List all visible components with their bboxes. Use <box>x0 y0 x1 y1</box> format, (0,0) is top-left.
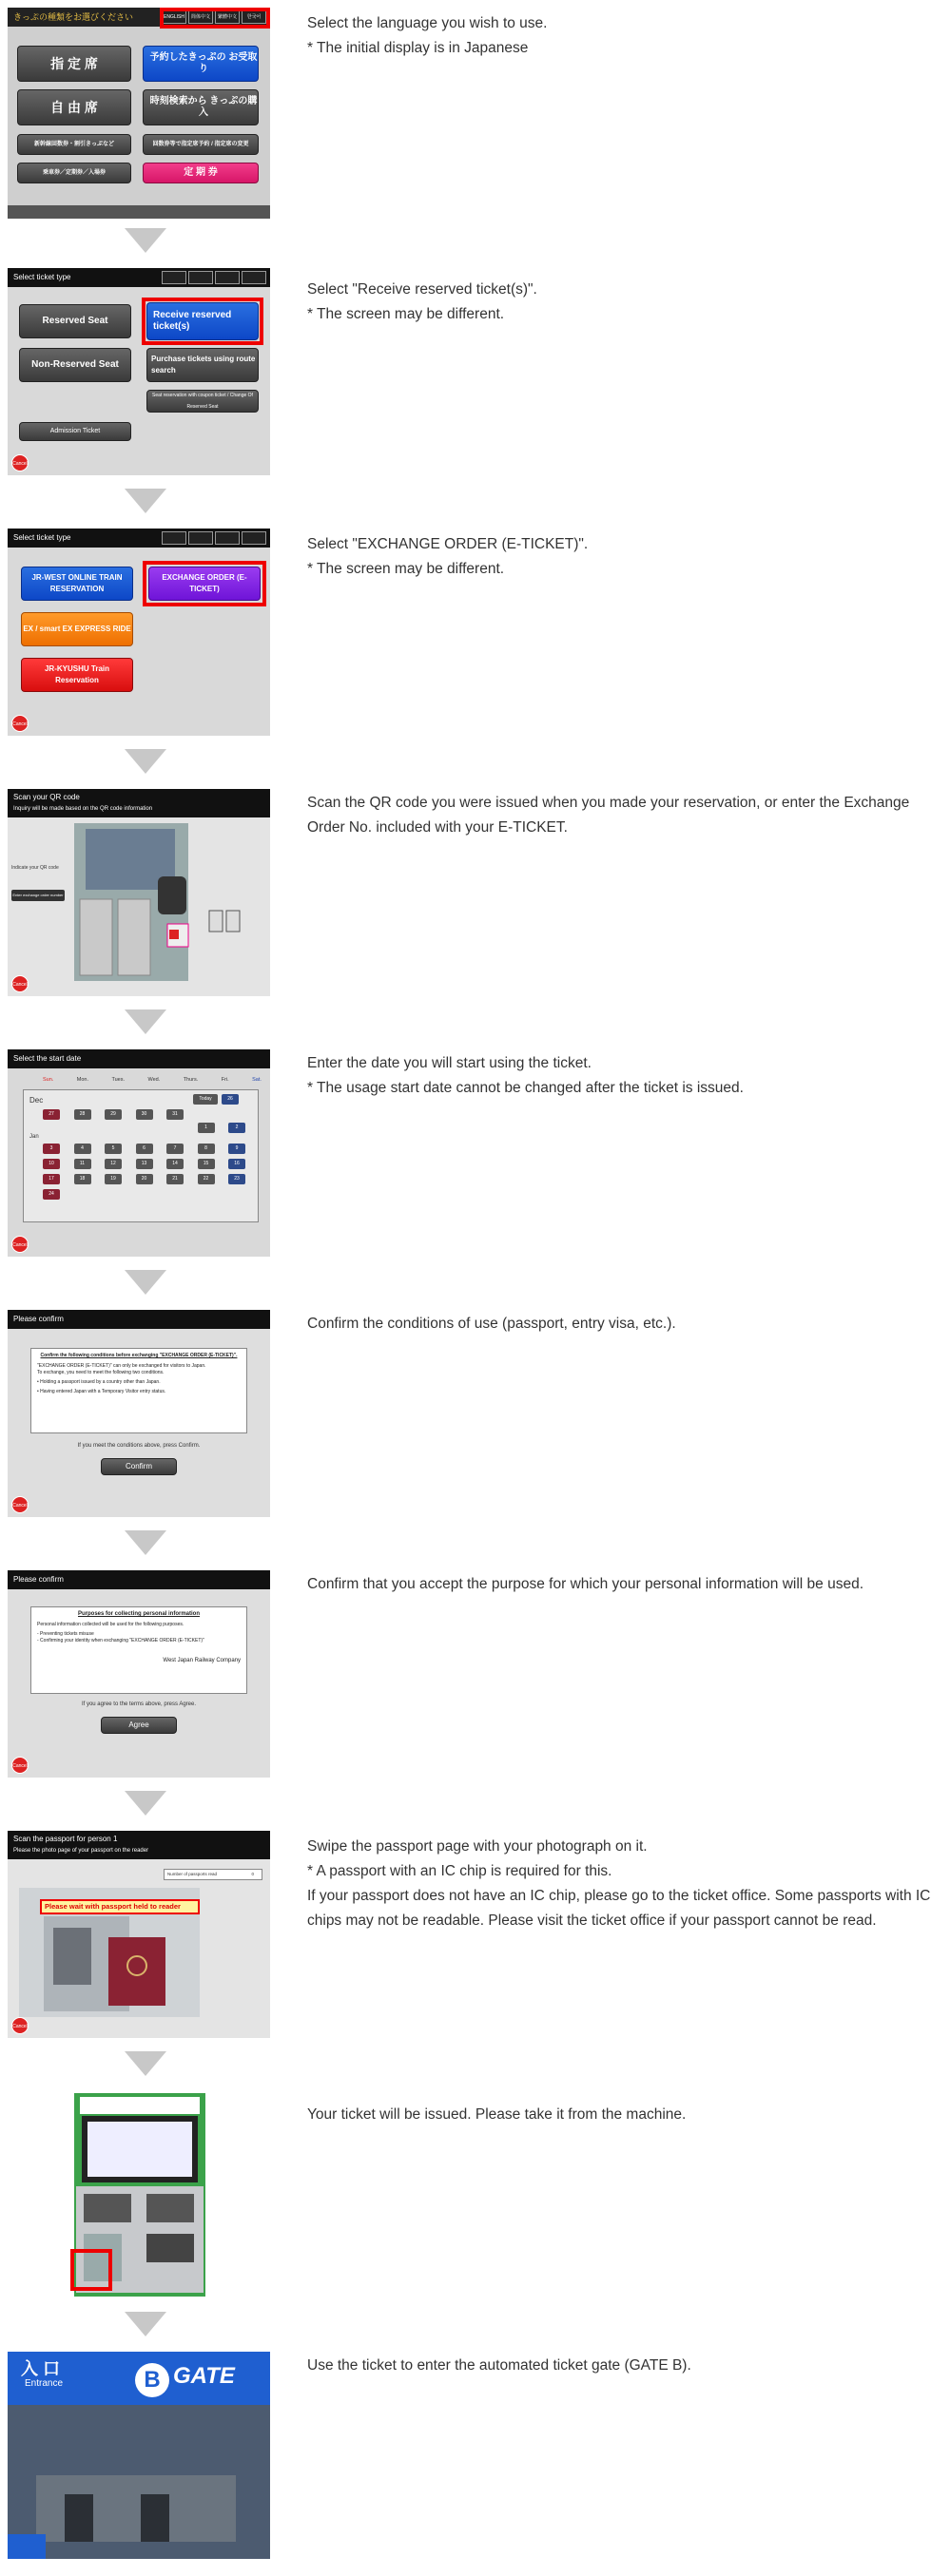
coupon-button-jp[interactable]: 新幹線回数券・割引きっぷなど <box>17 134 131 155</box>
ticket-machine-photo <box>70 2091 209 2298</box>
calendar-day[interactable]: 24 <box>43 1189 60 1200</box>
month-label: Dec <box>29 1096 44 1105</box>
calendar-day[interactable]: 29 <box>105 1109 122 1120</box>
company-name: West Japan Railway Company <box>163 1658 241 1663</box>
calendar-day[interactable]: 3 <box>43 1144 60 1154</box>
agree-prompt: If you agree to the terms above, press Agree. <box>81 1701 197 1707</box>
step-note: * The usage start date cannot be changed after the ticket is issued. <box>307 1080 744 1096</box>
calendar-day[interactable]: 18 <box>74 1174 91 1184</box>
dialog-line: "EXCHANGE ORDER (E-TICKET)" can only be exchanged for visitors to Japan. <box>37 1363 206 1369</box>
screenshot-ticket-type <box>8 268 270 475</box>
calendar-day[interactable]: 23 <box>228 1174 245 1184</box>
screen-subtitle: Please the photo page of your passport on the reader <box>13 1848 149 1854</box>
calendar-panel <box>23 1077 262 1222</box>
weekday-label: Thurs. <box>183 1077 199 1083</box>
dialog-line: - Confirming your identity when exchanging "EXCHANGE ORDER (E-TICKET)" <box>37 1638 204 1644</box>
step-note: * The screen may be different. <box>307 561 505 577</box>
cancel-button[interactable]: Cancel <box>11 715 29 732</box>
down-arrow-icon <box>125 2051 166 2076</box>
calendar-day[interactable]: 14 <box>166 1159 184 1169</box>
step-note: * A passport with an IC chip is required for this. <box>307 1863 612 1879</box>
step-description <box>307 1572 944 1597</box>
calendar-day[interactable]: 6 <box>136 1144 153 1154</box>
passport-count-box <box>164 1869 262 1880</box>
step-note: * The initial display is in Japanese <box>307 40 529 56</box>
admission-ticket-button[interactable]: Admission Ticket <box>19 422 131 441</box>
nonreserved-seat-button-jp[interactable]: 自 由 席 <box>17 89 131 125</box>
exchange-order-button[interactable]: EXCHANGE ORDER (E-TICKET) <box>148 567 261 601</box>
highlight-box <box>143 561 266 606</box>
calendar-day[interactable]: 13 <box>136 1159 153 1169</box>
down-arrow-icon <box>125 2312 166 2336</box>
calendar-day[interactable]: 19 <box>105 1174 122 1184</box>
step-line: Confirm that you accept the purpose for which your personal information will be used. <box>307 1576 864 1592</box>
screen-title: Please confirm <box>8 1310 270 1329</box>
passport-count-label: Number of passports read <box>167 1872 218 1876</box>
down-arrow-icon <box>125 228 166 253</box>
jr-kyushu-button[interactable]: JR-KYUSHU Train Reservation <box>21 658 133 692</box>
screen-title: Select the start date <box>8 1049 270 1068</box>
screen-footer <box>8 205 270 219</box>
calendar-day[interactable]: 7 <box>166 1144 184 1154</box>
purpose-dialog <box>30 1606 247 1694</box>
calendar-day[interactable]: 28 <box>74 1109 91 1120</box>
step-line: Select the language you wish to use. <box>307 15 548 31</box>
step-description <box>307 791 944 840</box>
down-arrow-icon <box>125 489 166 513</box>
dialog-line: • Holding a passport issued by a country other than Japan. <box>37 1379 161 1385</box>
dialog-title: Purposes for collecting personal information <box>77 1611 201 1617</box>
screenshot-personal-info <box>8 1570 270 1778</box>
cancel-button[interactable]: Cancel <box>11 1236 29 1253</box>
cancel-button[interactable]: Cancel <box>11 1496 29 1513</box>
machine-illustration <box>67 819 270 981</box>
change-seat-button-jp[interactable]: 回数券等で指定席予約 / 指定席の変更 <box>143 134 259 155</box>
screenshot-qr-scan <box>8 789 270 996</box>
enter-number-button[interactable]: Enter exchange order number <box>11 890 65 901</box>
receive-reserved-ticket-button[interactable]: Receive reserved ticket(s) <box>146 302 259 340</box>
lang-english[interactable]: ENGLISH <box>162 10 186 24</box>
calendar-day[interactable]: 17 <box>43 1174 60 1184</box>
weekday-label: Mon. <box>76 1077 89 1083</box>
screen-header <box>8 789 270 817</box>
dialog-line: Personal information collected will be used for the following purposes. <box>37 1622 184 1627</box>
dialog-line: • Having entered Japan with a Temporary Visitor entry status. <box>37 1389 166 1394</box>
highlight-box <box>160 8 270 29</box>
lang-korean[interactable]: 한국어 <box>242 10 266 24</box>
calendar-day[interactable]: 11 <box>74 1159 91 1169</box>
language-buttons <box>162 531 266 545</box>
calendar-day[interactable]: 8 <box>198 1144 215 1154</box>
screen-title: Select ticket type <box>8 529 270 548</box>
step-description <box>307 2354 944 2378</box>
confirm-prompt: If you meet the conditions above, press Confirm. <box>77 1443 201 1449</box>
calendar-day[interactable]: 30 <box>136 1109 153 1120</box>
admission-button-jp[interactable]: 乗車券／定期券／入場券 <box>17 163 131 183</box>
calendar-day[interactable]: 22 <box>198 1174 215 1184</box>
ticket-machine-illustration <box>70 2091 209 2298</box>
lang-chinese-traditional[interactable]: 繁體中文 <box>215 10 240 24</box>
cancel-button[interactable]: Cancel <box>11 2017 29 2034</box>
screenshot-exchange-order <box>8 529 270 736</box>
step-note: * The screen may be different. <box>307 306 505 322</box>
today-button[interactable]: Today <box>193 1094 218 1105</box>
ticket-gate-photo <box>8 2352 270 2559</box>
screen-title: きっぷの種類をお選びください <box>8 8 270 27</box>
screen-title: Scan the passport for person 1 <box>13 1835 118 1843</box>
step-description <box>307 1835 944 1933</box>
calendar-day[interactable]: 5 <box>105 1144 122 1154</box>
screenshot-passport <box>8 1831 270 2038</box>
screenshot-language <box>8 8 270 219</box>
calendar-day[interactable]: 12 <box>105 1159 122 1169</box>
confirm-button[interactable]: Confirm <box>101 1458 177 1475</box>
non-reserved-seat-button[interactable]: Non-Reserved Seat <box>19 348 131 382</box>
screen-title: Please confirm <box>8 1570 270 1589</box>
jr-west-online-button[interactable]: JR-WEST ONLINE TRAIN RESERVATION <box>21 567 133 601</box>
dialog-line: To exchange, you need to meet the following two conditions. <box>37 1370 165 1375</box>
down-arrow-icon <box>125 749 166 774</box>
step-description <box>307 2103 944 2127</box>
step-note: If your passport does not have an IC chip, please go to the ticket office. Some passports with IC chips may not be readable. Please visit the ticket office if your passport cannot be read. <box>307 1888 931 1929</box>
weekday-label: Fri. <box>221 1077 229 1083</box>
down-arrow-icon <box>125 1530 166 1555</box>
weekday-label: Sat. <box>252 1077 262 1083</box>
route-search-button-jp[interactable]: 時刻検索から きっぷの購入 <box>143 89 259 125</box>
calendar-day[interactable]: 15 <box>198 1159 215 1169</box>
step-description <box>307 532 944 582</box>
highlight-box <box>142 298 263 345</box>
step-line: Confirm the conditions of use (passport, entry visa, etc.). <box>307 1316 676 1332</box>
calendar-day[interactable]: 21 <box>166 1174 184 1184</box>
calendar-day[interactable]: 1 <box>198 1123 215 1133</box>
step-line: Use the ticket to enter the automated ticket gate (GATE B). <box>307 2357 691 2374</box>
receive-reserved-button-jp[interactable]: 予約したきっぷの お受取り <box>143 46 259 82</box>
month-label-next: Jan <box>29 1134 39 1140</box>
gate-sign: GATE <box>173 2363 235 2389</box>
entrance-sign-en: Entrance <box>25 2378 64 2389</box>
entrance-sign-jp: 入 口 <box>21 2359 61 2378</box>
screen-header <box>8 1831 270 1859</box>
step-line: Scan the QR code you were issued when you made your reservation, or enter the Exchange Order No. included with your E-TICKET. <box>307 795 910 836</box>
step-line: Select "EXCHANGE ORDER (E-TICKET)". <box>307 536 589 552</box>
dialog-title: Confirm the following conditions before exchanging "EXCHANGE ORDER (E-TICKET)". <box>40 1353 238 1358</box>
step-description <box>307 11 944 61</box>
qr-label: Indicate your QR code <box>11 865 59 871</box>
weekday-label: Tues. <box>111 1077 126 1083</box>
ex-express-button[interactable]: EX / smart EX EXPRESS RIDE <box>21 612 133 646</box>
down-arrow-icon <box>125 1009 166 1034</box>
weekday-header <box>43 1077 262 1083</box>
language-buttons <box>162 271 266 284</box>
step-description <box>307 1051 944 1101</box>
calendar-day[interactable]: 20 <box>136 1174 153 1184</box>
calendar-day[interactable]: 10 <box>43 1159 60 1169</box>
step-line: Enter the date you will start using the ticket. <box>307 1055 592 1071</box>
cancel-button[interactable]: Cancel <box>11 975 29 992</box>
calendar-day[interactable]: 27 <box>43 1109 60 1120</box>
weekday-label: Wed. <box>147 1077 161 1083</box>
step-line: Your ticket will be issued. Please take it from the machine. <box>307 2106 687 2123</box>
cancel-button[interactable]: Cancel <box>11 1757 29 1774</box>
weekday-label: Sun. <box>43 1077 54 1083</box>
gate-letter: B <box>144 2367 161 2393</box>
calendar-day[interactable]: 2 <box>228 1123 245 1133</box>
cancel-button[interactable]: Cancel <box>11 454 29 471</box>
step-line: Select "Receive reserved ticket(s)". <box>307 281 537 298</box>
lang-chinese-simplified[interactable]: 简体中文 <box>188 10 213 24</box>
step-description <box>307 1312 944 1336</box>
calendar-day[interactable]: 16 <box>228 1159 245 1169</box>
conditions-dialog <box>30 1348 247 1433</box>
reserved-seat-button-jp[interactable]: 指 定 席 <box>17 46 131 82</box>
calendar-day[interactable]: 9 <box>228 1144 245 1154</box>
screen-title: Scan your QR code <box>13 793 80 801</box>
screen-subtitle: Inquiry will be made based on the QR code information <box>13 806 153 812</box>
calendar-day[interactable]: 4 <box>74 1144 91 1154</box>
step-line: Swipe the passport page with your photograph on it. <box>307 1838 648 1855</box>
passport-warning: Please wait with passport held to reader <box>40 1899 200 1914</box>
commuter-pass-button-jp[interactable]: 定 期 券 <box>143 163 259 183</box>
passport-count-value: 0 <box>251 1872 254 1876</box>
down-arrow-icon <box>125 1791 166 1816</box>
coupon-reservation-button[interactable]: Seat reservation with coupon ticket / Change Of Reserved Seat <box>146 390 259 413</box>
route-search-button[interactable]: Purchase tickets using route search <box>146 348 259 382</box>
screenshot-start-date <box>8 1049 270 1257</box>
screen-title: Select ticket type <box>8 268 270 287</box>
calendar-day[interactable]: 26 <box>222 1094 239 1105</box>
reserved-seat-button[interactable]: Reserved Seat <box>19 304 131 338</box>
down-arrow-icon <box>125 1270 166 1295</box>
dialog-line: - Preventing tickets misuse <box>37 1631 94 1637</box>
calendar-day[interactable]: 31 <box>166 1109 184 1120</box>
step-description <box>307 278 944 327</box>
screenshot-conditions <box>8 1310 270 1517</box>
agree-button[interactable]: Agree <box>101 1717 177 1734</box>
